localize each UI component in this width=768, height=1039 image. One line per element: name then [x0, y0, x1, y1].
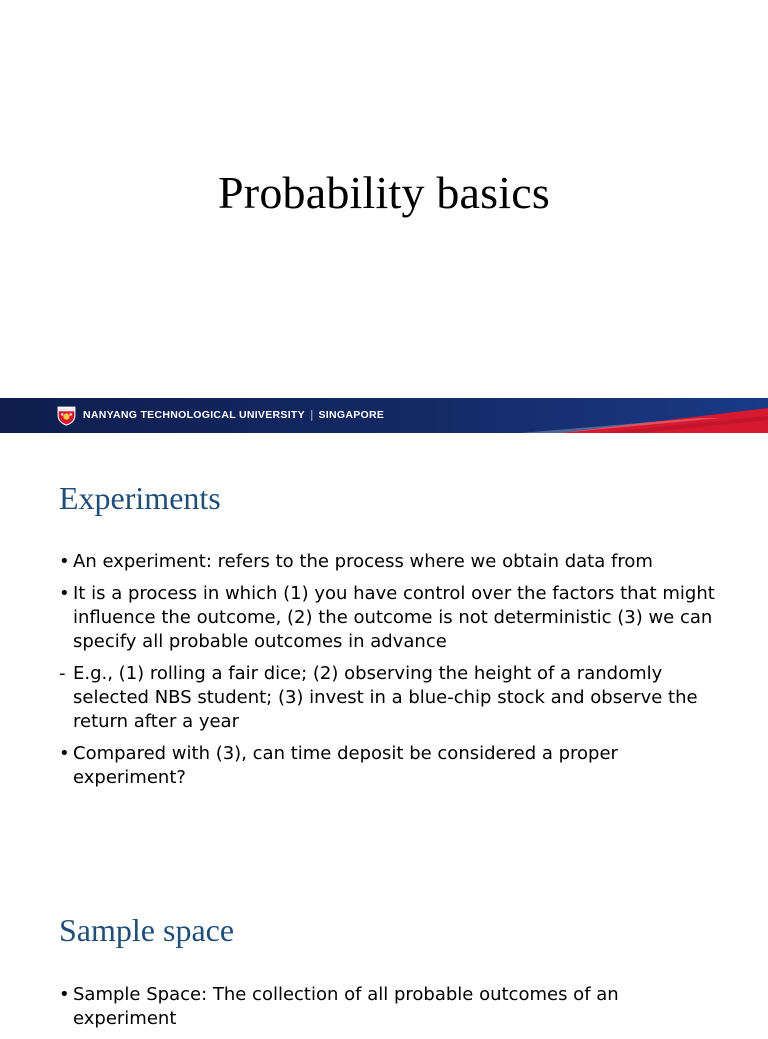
bullet-marker: • — [59, 551, 70, 572]
bullet-marker: • — [59, 743, 70, 764]
sample-space-bullet-list — [59, 983, 719, 1039]
list-item — [59, 550, 719, 574]
bullet-text: E.g., (1) rolling a fair dice; (2) observing the height of a randomly selected NBS student; (3) invest in a blue-chip stock and observe the return after a year — [73, 663, 698, 732]
bullet-text: It is a process in which (1) you have control over the factors that might influence the outcome, (2) the outcome is not deterministic (3) we can specify all probable outcomes in advance — [73, 583, 715, 652]
bullet-marker: • — [59, 984, 70, 1005]
page-title: Probability basics — [218, 167, 550, 218]
bullet-text: Compared with (3), can time deposit be considered a proper experiment? — [73, 743, 618, 788]
bullet-text: An experiment: refers to the process where we obtain data from — [73, 551, 653, 572]
ntu-logo — [56, 405, 384, 425]
bullet-text: Sample Space: The collection of all probable outcomes of an experiment — [73, 984, 619, 1029]
list-item — [59, 742, 719, 790]
university-banner — [0, 398, 768, 433]
banner-separator: | — [309, 409, 314, 421]
section-title-sample-space: Sample space — [59, 912, 235, 948]
list-item — [59, 662, 719, 734]
university-location: SINGAPORE — [318, 409, 385, 421]
list-item — [59, 582, 719, 654]
university-name: NANYANG TECHNOLOGICAL UNIVERSITY — [83, 409, 305, 421]
bullet-marker: - — [59, 663, 66, 684]
ntu-crest-icon — [56, 405, 77, 426]
bullet-marker: • — [59, 583, 70, 604]
section-title-experiments: Experiments — [59, 480, 221, 516]
experiments-bullet-list — [59, 550, 719, 798]
